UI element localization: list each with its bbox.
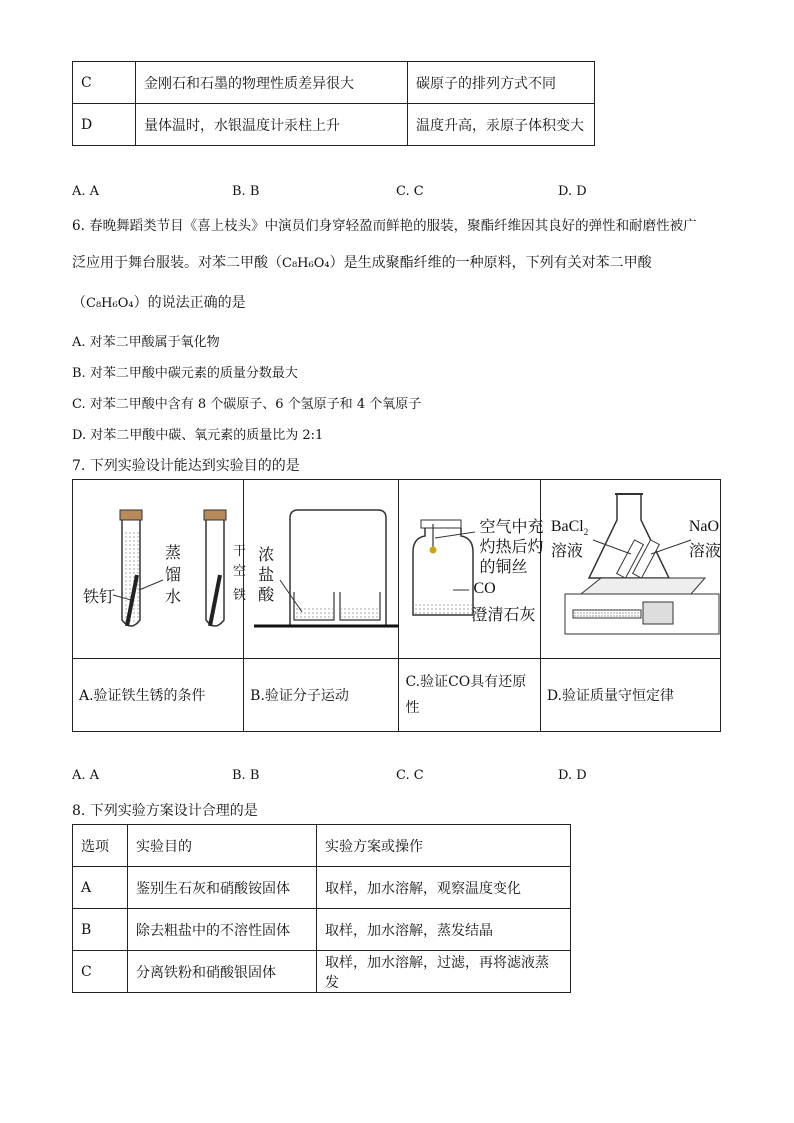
figure-d xyxy=(540,480,720,659)
mass-conservation-illustration xyxy=(541,480,721,658)
table-cell-explanation: 温度升高，汞原子体积变大 xyxy=(408,104,595,146)
header-goal: 实验目的 xyxy=(128,825,317,867)
table-cell-explanation: 碳原子的排列方式不同 xyxy=(408,62,595,104)
formula: C₈H₆O₄ xyxy=(282,256,330,271)
option-d[interactable]: D. D xyxy=(558,768,587,783)
label-air-2: 灼热后灼 xyxy=(479,539,544,556)
q8-plan-table xyxy=(72,824,571,993)
figure-c xyxy=(399,480,544,659)
header-option: 选项 xyxy=(73,825,128,867)
label-acid-2: 盐 xyxy=(258,567,275,584)
label-bacl2: BaCl$_2$ xyxy=(550,518,589,538)
option-b[interactable]: B. B xyxy=(232,768,260,783)
table-cell-option: C xyxy=(73,951,128,993)
table-cell-fact: 量体温时，水银温度计汞柱上升 xyxy=(136,104,408,146)
label-acid-3: 酸 xyxy=(258,587,275,604)
rust-test-tubes-illustration xyxy=(73,480,247,658)
table-cell-option: D xyxy=(73,104,136,146)
caption-d: D.验证质量守恒定律 xyxy=(540,659,720,732)
table-cell-option: B xyxy=(73,909,128,951)
figure-a xyxy=(73,480,247,659)
header-method: 实验方案或操作 xyxy=(317,825,571,867)
table-cell-goal: 鉴别生石灰和硝酸铵固体 xyxy=(128,867,317,909)
q7-experiment-table xyxy=(72,479,721,732)
comparison-table-top xyxy=(72,61,595,146)
label-cut-3: 铁 xyxy=(233,587,247,602)
table-cell-option: C xyxy=(73,62,136,104)
table-cell-method: 取样，加水溶解，过滤，再将滤液蒸发 xyxy=(317,951,571,993)
label-air-3: 的铜丝 xyxy=(479,559,528,576)
table-cell-fact: 金刚石和石墨的物理性质差异很大 xyxy=(136,62,408,104)
q6-option-a[interactable]: A. 对苯二甲酸属于氧化物 xyxy=(72,335,220,350)
caption-a: A.验证铁生锈的条件 xyxy=(73,659,244,732)
q6-stem-line2: 泛应用于舞台服装。对苯二甲酸（C₈H₆O₄）是生成聚酯纤维的一种原料，下列有关对苯二甲酸 xyxy=(72,255,652,271)
option-a[interactable]: A. A xyxy=(72,768,100,783)
q5-options xyxy=(72,184,672,204)
table-cell-option: A xyxy=(73,867,128,909)
q6-stem-line1: 6. 春晚舞蹈类节目《喜上枝头》中演员们身穿轻盈而鲜艳的服装，聚酯纤维因其良好的弹性和耐磨性被广 xyxy=(72,218,697,234)
option-b[interactable]: B. B xyxy=(232,184,260,199)
label-solution-1: 溶液 xyxy=(550,543,583,560)
label-co: CO xyxy=(473,580,496,597)
label-water-3: 水 xyxy=(165,589,182,606)
q6-option-d[interactable]: D. 对苯二甲酸中碳、氧元素的质量比为 2:1 xyxy=(72,428,324,443)
figure-b xyxy=(244,480,399,659)
table-cell-goal: 除去粗盐中的不溶性固体 xyxy=(128,909,317,951)
table-cell-method: 取样，加水溶解，观察温度变化 xyxy=(317,867,571,909)
option-d[interactable]: D. D xyxy=(558,184,587,199)
label-cut-2: 空 xyxy=(233,563,247,578)
caption-b: B.验证分子运动 xyxy=(244,659,399,732)
label-cut-1: 干 xyxy=(233,543,247,558)
label-naoh: NaO xyxy=(688,518,720,535)
q7-options xyxy=(72,768,672,788)
label-water-1: 蒸 xyxy=(165,545,182,562)
q6-stem-line3: （C₈H₆O₄）的说法正确的是 xyxy=(72,295,246,311)
q7-stem: 7. 下列实验设计能达到实验目的的是 xyxy=(72,458,300,474)
caption-c: C.验证CO具有还原性 xyxy=(399,659,540,732)
label-limewater: 澄清石灰 xyxy=(471,607,536,624)
label-solution-2: 溶液 xyxy=(688,543,721,560)
table-cell-goal: 分离铁粉和硝酸银固体 xyxy=(128,951,317,993)
q8-stem: 8. 下列实验方案设计合理的是 xyxy=(72,803,258,819)
table-cell-method: 取样，加水溶解，蒸发结晶 xyxy=(317,909,571,951)
label-iron-nail: 铁钉 xyxy=(83,589,116,606)
q6-option-c[interactable]: C. 对苯二甲酸中含有 8 个碳原子、6 个氢原子和 4 个氧原子 xyxy=(72,397,422,412)
label-air-1: 空气中充 xyxy=(479,519,544,536)
formula: C₈H₆O₄ xyxy=(86,296,134,311)
q6-option-b[interactable]: B. 对苯二甲酸中碳元素的质量分数最大 xyxy=(72,366,298,381)
option-c[interactable]: C. C xyxy=(396,184,424,199)
label-acid-1: 浓 xyxy=(258,547,275,564)
option-c[interactable]: C. C xyxy=(396,768,424,783)
option-a[interactable]: A. A xyxy=(72,184,100,199)
label-water-2: 馏 xyxy=(165,567,182,584)
